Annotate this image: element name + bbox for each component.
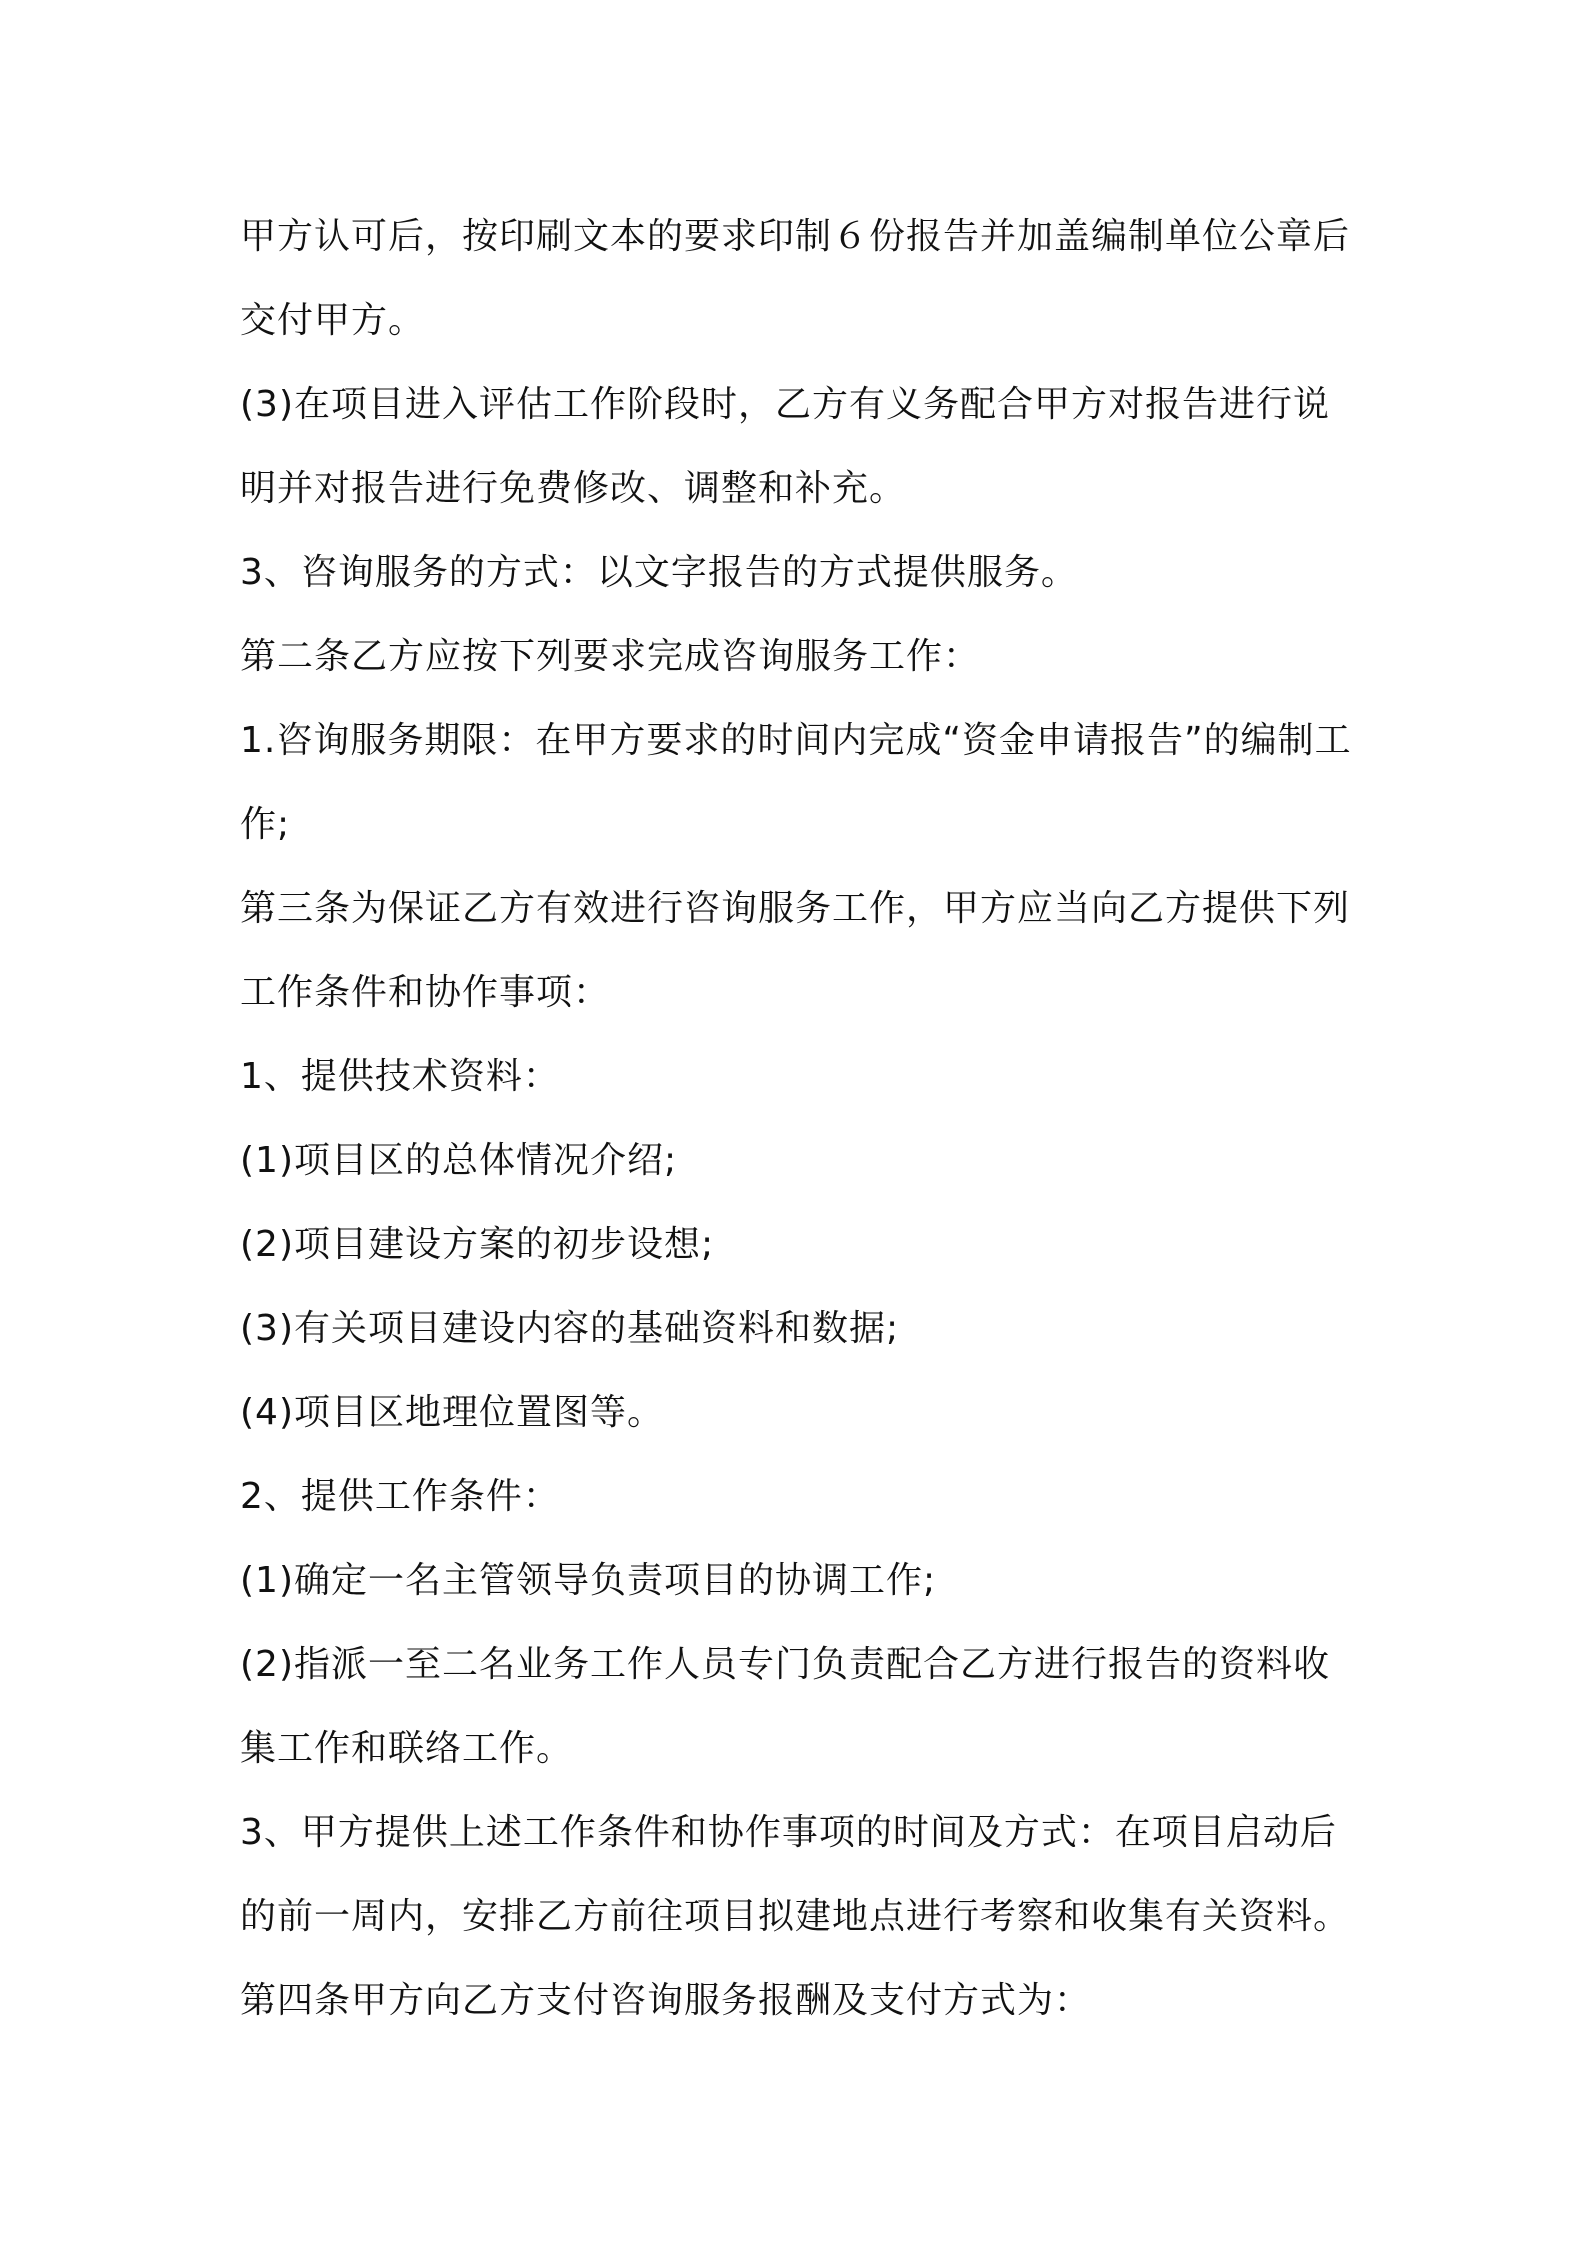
paragraph-approval-print: 甲方认可后，按印刷文本的要求印制６份报告并加盖编制单位公章后交付甲方。 (240, 216, 1351, 341)
list-item-location-map: (4)项目区地理位置图等。 (240, 1392, 664, 1433)
paragraph-service-period: 1.咨询服务期限：在甲方要求的时间内完成“资金申请报告”的编制工作; (240, 720, 1352, 845)
paragraph-evaluation-cooperation: (3)在项目进入评估工作阶段时，乙方有义务配合甲方对报告进行说明并对报告进行免费修改、调整和补充。 (240, 384, 1330, 509)
list-item-staff: (2)指派一至二名业务工作人员专门负责配合乙方进行报告的资料收集工作和联络工作。 (240, 1644, 1330, 1769)
paragraph-technical-materials: 1、提供技术资料： (240, 1056, 560, 1097)
article-two-heading: 第二条乙方应按下列要求完成咨询服务工作： (240, 636, 981, 677)
paragraph-working-conditions: 2、提供工作条件： (240, 1476, 560, 1517)
list-item-leader: (1)确定一名主管领导负责项目的协调工作; (240, 1560, 937, 1601)
paragraph-time-and-method: 3、甲方提供上述工作条件和协作事项的时间及方式：在项目启动后的前一周内，安排乙方前往项目拟建地点进行考察和收集有关资料。 (240, 1812, 1351, 1937)
document-body (240, 195, 1360, 2043)
list-item-overview: (1)项目区的总体情况介绍; (240, 1140, 678, 1181)
article-four-heading: 第四条甲方向乙方支付咨询服务报酬及支付方式为： (240, 1980, 1092, 2021)
list-item-plan: (2)项目建设方案的初步设想; (240, 1224, 715, 1265)
article-three-heading: 第三条为保证乙方有效进行咨询服务工作，甲方应当向乙方提供下列工作条件和协作事项： (240, 888, 1351, 1013)
list-item-basic-data: (3)有关项目建设内容的基础资料和数据; (240, 1308, 900, 1349)
paragraph-service-method: 3、咨询服务的方式：以文字报告的方式提供服务。 (240, 552, 1078, 593)
